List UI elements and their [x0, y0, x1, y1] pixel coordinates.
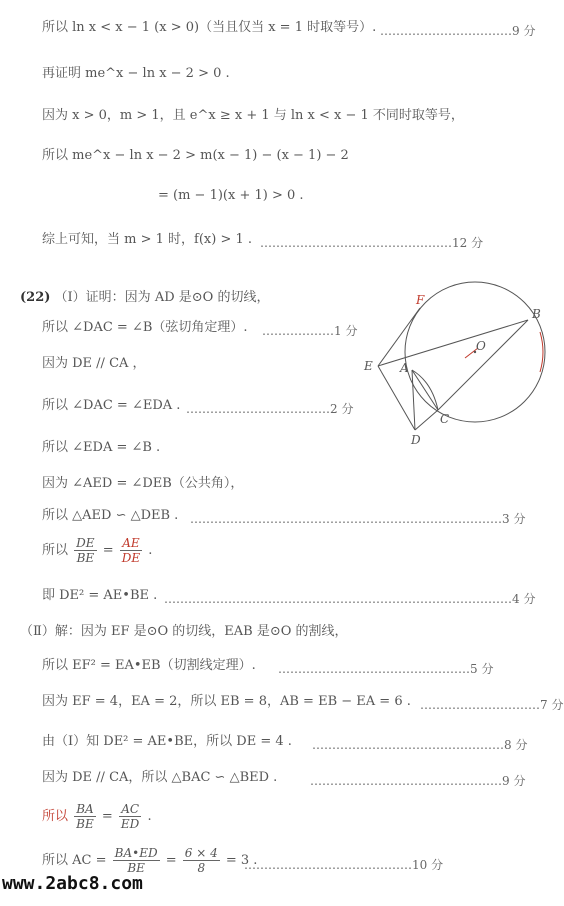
denominator: ED [120, 817, 140, 831]
label-e: E [364, 359, 373, 373]
line-text: 所以 EF² = EA•EB（切割线定理）. [42, 658, 256, 673]
label-c: C [440, 412, 450, 426]
geometry-figure [360, 280, 560, 450]
score-18: …………………………7 分 [420, 698, 564, 712]
label-b: B [532, 307, 541, 321]
equals-sign: = [102, 543, 114, 558]
line-text: 再证明 me^x − ln x − 2 > 0 . [42, 66, 230, 81]
score-17: …………………………………………5 分 [278, 662, 494, 676]
watermark: www.2abc8.com [2, 873, 143, 894]
line-text: = (m − 1)(x + 1) > 0 . [158, 188, 304, 203]
score-10: ………………………………2 分 [186, 402, 354, 416]
fraction [113, 846, 160, 875]
denominator: BE [76, 817, 94, 831]
line-suffix: . [148, 543, 153, 558]
line-12 [42, 476, 243, 492]
fraction [74, 536, 96, 565]
line-text: 所以 ∠DAC = ∠EDA . [42, 398, 181, 413]
line-2 [42, 66, 230, 82]
line-text: 因为 DE // CA，所以 △BAC ∽ △BED . [42, 770, 278, 785]
line-20 [42, 770, 277, 786]
line-text: 因为 DE // CA ， [42, 356, 146, 371]
line-text: 由（Ⅰ）知 DE² = AE•BE，所以 DE = 4 . [42, 734, 292, 749]
line-prefix: 所以 AC = [42, 853, 107, 868]
line-3 [42, 108, 464, 124]
line-16 [20, 624, 348, 640]
line-text: 所以 ∠EDA = ∠B . [42, 440, 161, 455]
score-13: ……………………………………………………………………3 分 [190, 512, 526, 526]
score-15: ……………………………………………………………………………4 分 [164, 592, 536, 606]
line-text: （Ⅰ）证明：因为 AD 是⊙O 的切线， [54, 290, 270, 305]
line-text: （Ⅱ）解：因为 EF 是⊙O 的切线，EAB 是⊙O 的割线， [20, 624, 348, 639]
denominator: BE [127, 861, 145, 875]
score-1: ……………………………9 分 [380, 24, 536, 38]
line-text: 即 DE² = AE•BE . [42, 588, 158, 603]
line-prefix: 所以 [42, 809, 69, 824]
score-8: ………………1 分 [262, 324, 358, 338]
problem-number: (22) [20, 290, 51, 305]
denominator: 8 [197, 861, 206, 875]
segment-ad [412, 370, 415, 430]
score-20: …………………………………………9 分 [310, 774, 526, 788]
line-17 [42, 658, 256, 674]
score-22: ……………………………………10 分 [244, 858, 444, 872]
line-text: 因为 ∠AED = ∠DEB（公共角）， [42, 476, 244, 491]
line-text: 所以 me^x − ln x − 2 > m(x − 1) − (x − 1) − 2 [42, 148, 349, 163]
line-text: 所以 ln x < x − 1 (x > 0)（当且仅当 x = 1 时取等号）. [42, 20, 377, 35]
line-19 [42, 734, 292, 750]
denominator: DE [121, 551, 141, 565]
line-14 [42, 536, 152, 566]
arc-highlight [540, 332, 543, 372]
label-d: D [411, 433, 421, 447]
equals-sign: = [101, 809, 113, 824]
line-text: 所以 ∠DAC = ∠B（弦切角定理）. [42, 320, 248, 335]
numerator: AC [119, 802, 141, 817]
line-8 [42, 320, 248, 336]
line-5 [158, 188, 304, 204]
line-22 [42, 846, 257, 876]
line-text: 因为 x > 0，m > 1，且 e^x ≥ x + 1 与 ln x < x − 1 不同时取等号， [42, 108, 464, 123]
label-a: A [400, 361, 409, 375]
fraction [119, 802, 141, 831]
line-suffix: = 3 . [225, 853, 258, 868]
line-prefix: 所以 [42, 543, 69, 558]
line-6 [42, 232, 252, 248]
line-11 [42, 440, 160, 456]
numerator: DE [76, 536, 95, 550]
line-text: 综上可知，当 m > 1 时，f(x) > 1 . [42, 232, 252, 247]
label-f: F [416, 293, 425, 307]
numerator: 6 × 4 [184, 846, 218, 860]
segment-ef [378, 308, 420, 366]
score-6: …………………………………………12 分 [260, 236, 484, 250]
line-13 [42, 508, 178, 524]
line-1 [42, 20, 376, 36]
segment-dc [415, 410, 438, 430]
equals-sign: = [165, 853, 177, 868]
fraction [74, 802, 96, 831]
line-text: 所以 △AED ∽ △DEB . [42, 508, 179, 523]
numerator: BA•ED [114, 846, 158, 860]
line-18 [42, 694, 411, 710]
line-15 [42, 588, 157, 604]
score-19: …………………………………………8 分 [312, 738, 528, 752]
line-10 [42, 398, 180, 414]
line-suffix: . [147, 809, 152, 824]
line-7 [20, 290, 269, 306]
numerator: BA [74, 802, 96, 817]
line-21 [42, 802, 152, 832]
fraction [120, 536, 142, 565]
line-9 [42, 356, 146, 372]
numerator: AE [120, 536, 142, 551]
fraction [183, 846, 220, 875]
line-4 [42, 148, 349, 164]
label-o: O [476, 339, 486, 353]
line-text: 因为 EF = 4，EA = 2，所以 EB = 8，AB = EB − EA = 6 . [42, 694, 411, 709]
denominator: BE [76, 551, 95, 565]
